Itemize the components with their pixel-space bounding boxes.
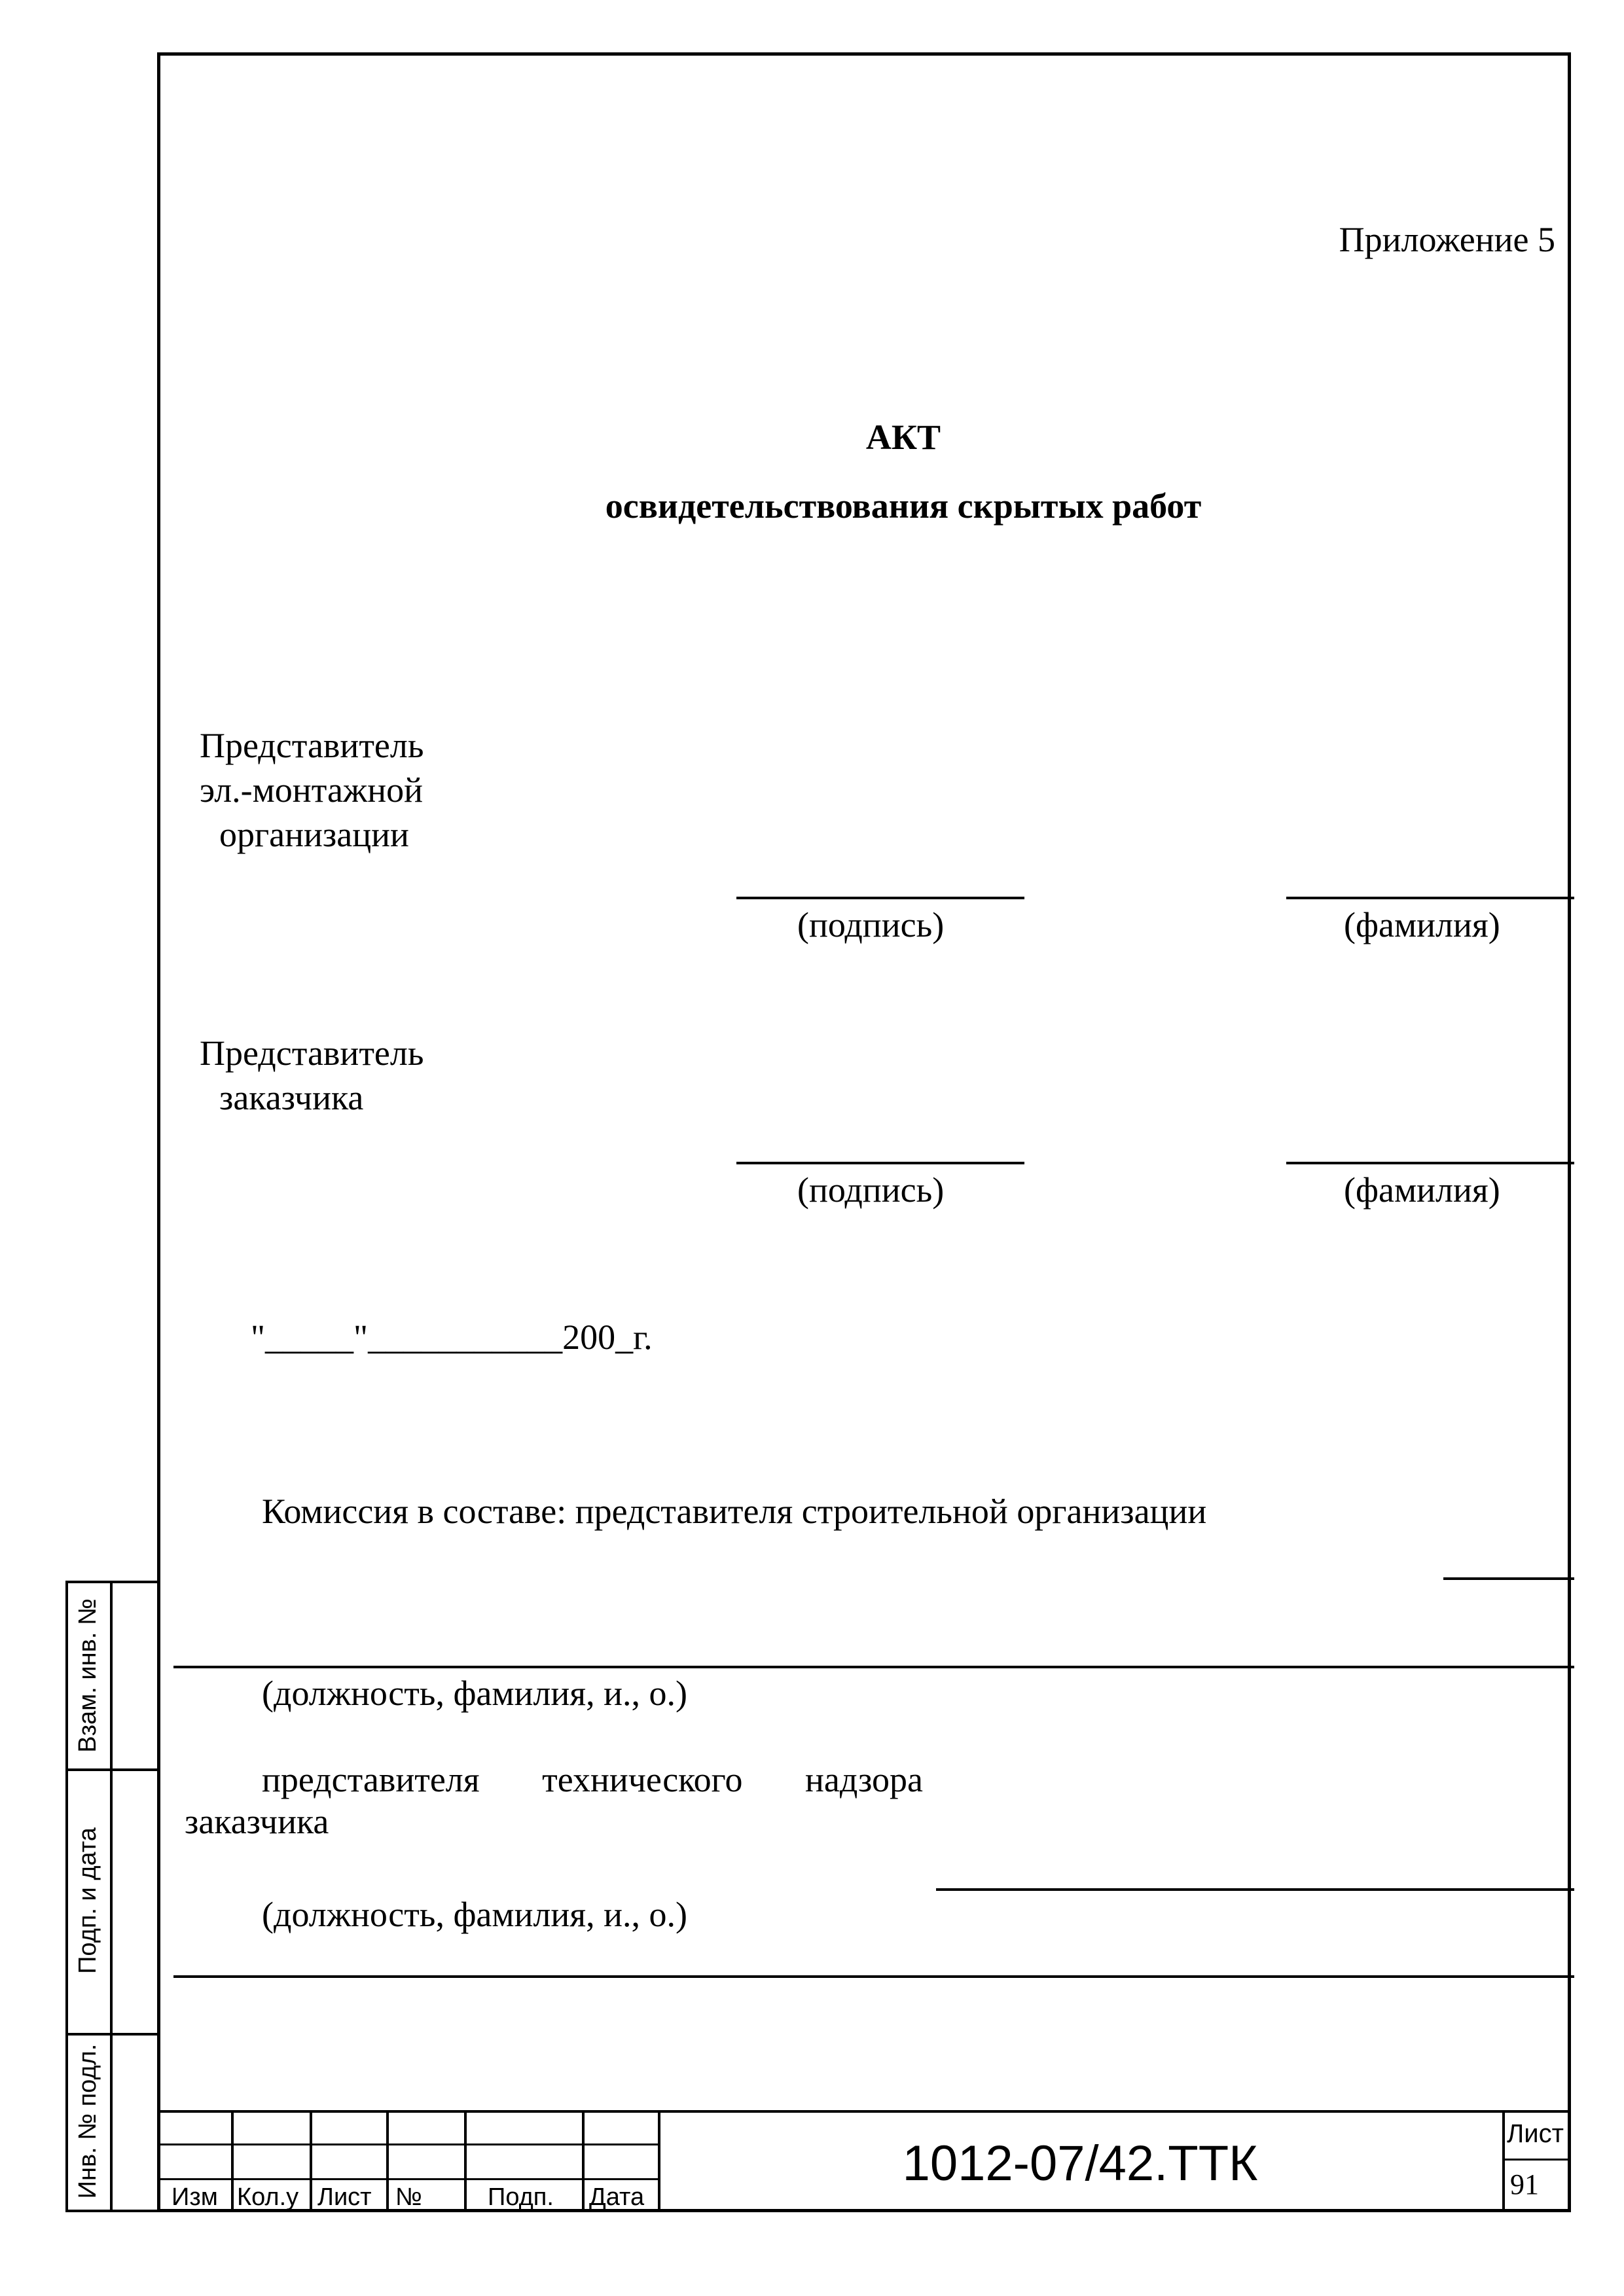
commission-text: Комиссия в составе: представителя строительной организации	[262, 1492, 1207, 1531]
side-stamp-outer	[65, 1581, 68, 2211]
tech-supervision-line2: заказчика	[185, 1802, 329, 1841]
tb-col-3	[386, 2110, 389, 2212]
document-code: 1012-07/42.ТТК	[902, 2136, 1258, 2191]
tb-col-data: Дата	[589, 2183, 645, 2211]
document-subtitle: освидетельствования скрытых работ	[605, 486, 1202, 526]
tb-col-7	[1502, 2110, 1505, 2212]
tb-col-2	[310, 2110, 312, 2212]
date-line: "_____"___________200_г.	[251, 1318, 653, 1357]
rep2-name-label: (фамилия)	[1344, 1170, 1500, 1210]
rep2-name-line	[1286, 1162, 1574, 1164]
sheet-number: 91	[1510, 2168, 1539, 2200]
commission-position-label: (должность, фамилия, и., о.)	[262, 1674, 688, 1713]
rep2-line2: заказчика	[219, 1078, 364, 1117]
rep1-line3: организации	[219, 815, 409, 854]
rep1-signature-label: (подпись)	[797, 905, 945, 944]
rep1-signature-line	[736, 897, 1024, 899]
commission-short-line	[1443, 1577, 1574, 1580]
tb-col-izm: Изм	[171, 2183, 218, 2211]
side-stamp-replace: Взам. инв. №	[74, 1598, 101, 1753]
rep2-signature-label: (подпись)	[797, 1170, 945, 1210]
side-stamp-inner	[110, 1581, 113, 2211]
tech-supervision-position-label: (должность, фамилия, и., о.)	[262, 1895, 688, 1934]
title-block-top	[157, 2110, 1571, 2113]
tb-col-podp: Подп.	[488, 2183, 554, 2211]
rep2-line1: Представитель	[200, 1033, 424, 1073]
tb-col-list: Лист	[317, 2183, 372, 2211]
tech-supervision-line1: представителя технического надзора	[262, 1760, 923, 1799]
tech-supervision-line	[936, 1888, 1574, 1891]
rep2-signature-line	[736, 1162, 1024, 1164]
rep1-name-label: (фамилия)	[1344, 905, 1500, 944]
document-title: АКТ	[865, 418, 941, 457]
tech-supervision-full-line	[173, 1975, 1574, 1978]
tb-col-num: №	[395, 2183, 422, 2211]
side-stamp-inv-orig: Инв. № подл.	[74, 2043, 101, 2199]
side-stamp-sign-date: Подп. и дата	[74, 1827, 101, 1974]
rep1-line2: эл.-монтажной	[200, 770, 424, 810]
rep1-name-line	[1286, 897, 1574, 899]
sheet-label: Лист	[1507, 2119, 1564, 2148]
rep1-line1: Представитель	[200, 726, 424, 765]
tb-col-1	[231, 2110, 234, 2212]
tb-col-kolu: Кол.у	[237, 2183, 299, 2211]
tb-col-5	[582, 2110, 585, 2212]
tb-sheet-divider	[1502, 2159, 1571, 2161]
tb-col-4	[464, 2110, 467, 2212]
appendix-label: Приложение 5	[1339, 220, 1555, 259]
commission-full-line	[173, 1666, 1574, 1668]
